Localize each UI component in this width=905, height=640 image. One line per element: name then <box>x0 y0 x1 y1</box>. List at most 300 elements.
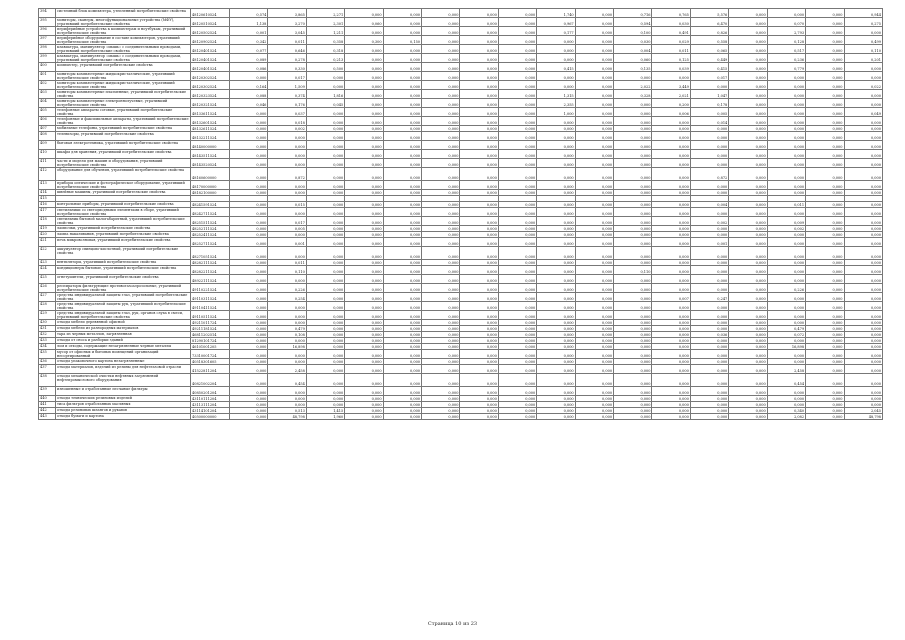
value-cell: 0,000 <box>498 302 536 311</box>
value-cell: 0,000 <box>806 260 844 266</box>
value-cell: 0,000 <box>652 159 690 168</box>
value-cell: 0,000 <box>422 275 460 284</box>
value-cell: 0,000 <box>498 208 536 217</box>
row-number: 425 <box>39 275 56 284</box>
value-cell: 0,000 <box>806 208 844 217</box>
waste-name: оборудование для обучения, утративший потребительские свойства <box>56 168 191 181</box>
value-cell: 0,000 <box>767 99 805 108</box>
value-cell: 0,000 <box>306 365 344 374</box>
value-cell: 48,798 <box>268 414 306 420</box>
row-number: 422 <box>39 247 56 260</box>
waste-code: 49110511524 <box>191 311 230 320</box>
value-cell: 0,000 <box>575 402 613 408</box>
value-cell: 0,000 <box>575 126 613 132</box>
value-cell: 0,000 <box>844 311 883 320</box>
value-cell: 0,000 <box>806 332 844 338</box>
value-cell: 0,000 <box>498 159 536 168</box>
value-cell: 0,001 <box>230 27 268 36</box>
value-cell: 0,000 <box>575 81 613 90</box>
value-cell: 0,000 <box>729 202 767 208</box>
value-cell: 0,000 <box>422 132 460 141</box>
value-cell: 0,000 <box>729 387 767 396</box>
value-cell: 0,000 <box>230 217 268 226</box>
value-cell: 0,011 <box>268 260 306 266</box>
value-cell: 0,000 <box>614 365 652 374</box>
row-number: 443 <box>39 414 56 420</box>
value-cell: 0,000 <box>729 9 767 18</box>
waste-name: мониторы, сканеры, многофункциональные устройства (МФУ), утративший потребительские свойства <box>56 18 191 27</box>
value-cell: 0,000 <box>806 402 844 408</box>
value-cell: 0,000 <box>844 90 883 99</box>
value-cell: 0,000 <box>345 99 383 108</box>
value-cell: 0,000 <box>345 260 383 266</box>
value-cell: 0,000 <box>806 181 844 190</box>
value-cell: 0,000 <box>537 275 575 284</box>
value-cell: 0,000 <box>690 132 728 141</box>
value-cell: 0,000 <box>844 126 883 132</box>
value-cell: 0,000 <box>614 159 652 168</box>
value-cell: 0,000 <box>268 232 306 238</box>
value-cell: 0,060 <box>614 54 652 63</box>
value-cell: 0,000 <box>614 226 652 232</box>
value-cell: 0,000 <box>614 238 652 247</box>
value-cell: 0,000 <box>383 332 421 338</box>
value-cell: 0,000 <box>690 141 728 150</box>
value-cell: 0,000 <box>537 374 575 387</box>
waste-code: 48241591524 <box>191 202 230 208</box>
value-cell: 0,000 <box>652 132 690 141</box>
row-number: 413 <box>39 181 56 190</box>
value-cell: 0,000 <box>806 238 844 247</box>
value-cell: 0,000 <box>345 27 383 36</box>
value-cell: 0,110 <box>614 266 652 275</box>
table-row <box>39 108 883 117</box>
value-cell: 0,000 <box>306 266 344 275</box>
value-cell: 0,000 <box>767 90 805 99</box>
waste-name: телевизоры, утративший потребительские свойства <box>56 132 191 141</box>
value-cell: 0,000 <box>422 208 460 217</box>
value-cell: 0,000 <box>498 108 536 117</box>
value-cell: 0,000 <box>498 238 536 247</box>
table-row <box>39 247 883 260</box>
value-cell: 2,458 <box>767 365 805 374</box>
value-cell: 0,000 <box>729 332 767 338</box>
value-cell: 0,000 <box>383 387 421 396</box>
waste-name: мониторы компьютерные жидкокристаллические, утративший потребительские свойства <box>56 81 191 90</box>
table-row <box>39 117 883 126</box>
row-number: 398 <box>39 45 56 54</box>
waste-name: вентиляторы, утративший потребительские свойства <box>56 260 191 266</box>
value-cell: 2,271 <box>306 9 344 18</box>
value-cell: 0,000 <box>652 168 690 181</box>
value-cell: 0,000 <box>460 302 498 311</box>
value-cell: 0,000 <box>844 72 883 81</box>
value-cell: 0,000 <box>537 150 575 159</box>
value-cell: 0,000 <box>383 108 421 117</box>
value-cell: 0,000 <box>498 326 536 332</box>
table-row <box>39 181 883 190</box>
table-row <box>39 36 883 45</box>
value-cell: 0,000 <box>230 117 268 126</box>
row-number: 396 <box>39 27 56 36</box>
value-cell: 0,000 <box>537 350 575 359</box>
value-cell: 0,001 <box>268 238 306 247</box>
value-cell: 0,000 <box>652 208 690 217</box>
row-number: 420 <box>39 232 56 238</box>
value-cell: 0,000 <box>306 238 344 247</box>
value-cell: 0,000 <box>383 190 421 196</box>
value-cell: 0,164 <box>230 81 268 90</box>
value-cell: 0,000 <box>460 190 498 196</box>
value-cell: 0,000 <box>729 402 767 408</box>
value-cell: 0,000 <box>345 374 383 387</box>
value-cell: 0,000 <box>345 338 383 344</box>
value-cell: 0,000 <box>422 126 460 132</box>
value-cell: 0,000 <box>537 202 575 208</box>
value-cell: 0,000 <box>230 181 268 190</box>
value-cell: 0,000 <box>460 150 498 159</box>
value-cell: 0,000 <box>383 338 421 344</box>
value-cell: 0,000 <box>575 350 613 359</box>
value-cell: 0,000 <box>575 396 613 402</box>
value-cell: 1,000 <box>537 108 575 117</box>
value-cell: 0,000 <box>345 117 383 126</box>
value-cell: 0,000 <box>306 374 344 387</box>
value-cell: 0,000 <box>460 320 498 326</box>
value-cell: 0,000 <box>729 320 767 326</box>
row-number: 409 <box>39 141 56 150</box>
value-cell: 0,000 <box>383 350 421 359</box>
value-cell: 0,000 <box>345 320 383 326</box>
value-cell: 0,000 <box>460 217 498 226</box>
value-cell: 0,000 <box>652 238 690 247</box>
value-cell: 0,000 <box>422 260 460 266</box>
value-cell: 0,000 <box>422 293 460 302</box>
value-cell: 0,000 <box>460 81 498 90</box>
row-number: 441 <box>39 402 56 408</box>
value-cell: 2,355 <box>537 99 575 108</box>
waste-name: лампочки, утративший потребительские свойства <box>56 226 191 232</box>
value-cell: 0,000 <box>537 226 575 232</box>
value-cell: 0,000 <box>306 117 344 126</box>
value-cell: 0,000 <box>383 226 421 232</box>
value-cell: 0,000 <box>498 226 536 232</box>
table-row <box>39 374 883 387</box>
value-cell: 0,000 <box>422 36 460 45</box>
value-cell: 0,000 <box>575 190 613 196</box>
value-cell: 0,000 <box>690 365 728 374</box>
waste-code: 46101001205 <box>191 344 230 350</box>
value-cell: 0,000 <box>306 293 344 302</box>
waste-code: 48120510524 <box>191 18 230 27</box>
value-cell: 0,000 <box>575 202 613 208</box>
value-cell: 0,000 <box>729 108 767 117</box>
value-cell: 0,030 <box>652 18 690 27</box>
value-cell: 0,000 <box>460 9 498 18</box>
value-cell: 0,000 <box>498 36 536 45</box>
value-cell: 0,000 <box>652 332 690 338</box>
value-cell: 0,000 <box>652 226 690 232</box>
value-cell: 0,574 <box>230 9 268 18</box>
value-cell: 0,000 <box>537 311 575 320</box>
table-body <box>39 9 883 420</box>
value-cell: 0,000 <box>806 45 844 54</box>
value-cell: 0,000 <box>422 326 460 332</box>
row-number: 410 <box>39 150 56 159</box>
value-cell: 0,000 <box>306 387 344 396</box>
value-cell: 0,000 <box>422 90 460 99</box>
waste-name: средства индивидуальной защиты глаз, рук, органов слуха в смеси, утративший потребительские свойства <box>56 311 191 320</box>
value-cell: 0,000 <box>306 284 344 293</box>
value-cell: 0,000 <box>690 284 728 293</box>
value-cell: 0,014 <box>690 117 728 126</box>
value-cell: 0,000 <box>422 350 460 359</box>
value-cell: 0,000 <box>268 208 306 217</box>
value-cell: 0,000 <box>345 54 383 63</box>
waste-name: периферийные устройства к компьютерам и ноутбукам, утративший потребительские свойства <box>56 27 191 36</box>
value-cell: 0,000 <box>383 414 421 420</box>
value-cell: 0,000 <box>690 275 728 284</box>
value-cell: 0,000 <box>575 365 613 374</box>
value-cell: 0,000 <box>844 247 883 260</box>
value-cell: 0,000 <box>345 402 383 408</box>
waste-code: 49110411524 <box>191 302 230 311</box>
waste-name: бытовая электротехника, утративший потребительские свойства <box>56 141 191 150</box>
value-cell: 0,000 <box>614 344 652 350</box>
value-cell: 0,000 <box>422 232 460 238</box>
value-cell: 0,000 <box>652 150 690 159</box>
table-row <box>39 54 883 63</box>
value-cell: 0,000 <box>575 266 613 275</box>
value-cell: 0,000 <box>614 350 652 359</box>
value-cell: 0,000 <box>460 396 498 402</box>
value-cell: 0,000 <box>844 302 883 311</box>
table-row <box>39 90 883 99</box>
value-cell: 0,000 <box>230 326 268 332</box>
value-cell: 0,594 <box>614 18 652 27</box>
value-cell: 0,039 <box>652 63 690 72</box>
table-row <box>39 208 883 217</box>
waste-code: 41522811204 <box>191 365 230 374</box>
value-cell: 0,000 <box>806 9 844 18</box>
row-number: 429 <box>39 311 56 320</box>
value-cell: 0,110 <box>844 45 883 54</box>
value-cell: 0,000 <box>422 332 460 338</box>
value-cell: 0,491 <box>652 27 690 36</box>
value-cell: 0,000 <box>614 332 652 338</box>
value-cell: 0,000 <box>383 260 421 266</box>
table-row <box>39 217 883 226</box>
value-cell: 0,000 <box>844 359 883 365</box>
value-cell: 0,000 <box>575 18 613 27</box>
value-cell: 0,000 <box>498 99 536 108</box>
value-cell: 0,000 <box>383 311 421 320</box>
value-cell: 0,000 <box>844 260 883 266</box>
value-cell: 0,000 <box>652 72 690 81</box>
value-cell: 0,000 <box>383 365 421 374</box>
value-cell: 0,000 <box>230 359 268 365</box>
value-cell: 0,000 <box>575 168 613 181</box>
value-cell: 0,000 <box>422 117 460 126</box>
value-cell: 0,000 <box>652 402 690 408</box>
value-cell: 0,000 <box>806 266 844 275</box>
value-cell: 0,011 <box>767 202 805 208</box>
value-cell: 0,000 <box>575 27 613 36</box>
row-number: 415 <box>39 196 56 202</box>
value-cell: 0,000 <box>460 332 498 338</box>
value-cell: 0,000 <box>537 81 575 90</box>
waste-name: швейные машины, утративший потребительские свойства <box>56 190 191 196</box>
value-cell: 0,000 <box>498 81 536 90</box>
value-cell: 0,000 <box>460 359 498 365</box>
value-cell: 0,000 <box>422 99 460 108</box>
value-cell: 0,000 <box>498 275 536 284</box>
waste-code: 48271051524 <box>191 247 230 260</box>
value-cell: 0,000 <box>383 396 421 402</box>
value-cell: 0,000 <box>422 320 460 326</box>
value-cell: 0,000 <box>345 332 383 338</box>
value-cell: 0,000 <box>806 126 844 132</box>
waste-code: 40850201204 <box>191 387 230 396</box>
value-cell: 0,000 <box>498 232 536 238</box>
value-cell: 0,000 <box>537 402 575 408</box>
value-cell: 0,000 <box>230 190 268 196</box>
value-cell: 0,000 <box>844 402 883 408</box>
value-cell: 0,000 <box>575 275 613 284</box>
value-cell: 0,000 <box>230 350 268 359</box>
value-cell: 0,000 <box>652 284 690 293</box>
value-cell: 0,000 <box>460 117 498 126</box>
value-cell: 0,000 <box>767 387 805 396</box>
value-cell: 0,000 <box>498 387 536 396</box>
value-cell: 0,000 <box>306 208 344 217</box>
value-cell: 0,000 <box>460 108 498 117</box>
value-cell: 0,000 <box>383 181 421 190</box>
value-cell: 0,000 <box>575 99 613 108</box>
value-cell: 0,015 <box>268 202 306 208</box>
value-cell: 0,000 <box>306 159 344 168</box>
value-cell: 0,000 <box>575 408 613 414</box>
waste-name: отходы упаковочного картона незагрязненные <box>56 359 191 365</box>
value-cell: 0,178 <box>690 99 728 108</box>
value-cell: 0,000 <box>230 311 268 320</box>
row-number: 416 <box>39 202 56 208</box>
value-cell: 0,000 <box>230 344 268 350</box>
value-cell: 0,000 <box>306 168 344 181</box>
value-cell: 3,270 <box>268 18 306 27</box>
value-cell: 0,000 <box>383 302 421 311</box>
value-cell: 0,000 <box>767 117 805 126</box>
value-cell: 0,000 <box>767 350 805 359</box>
value-cell: 0,000 <box>460 408 498 414</box>
value-cell: 0,000 <box>844 168 883 181</box>
waste-code: 48120401524 <box>191 63 230 72</box>
value-cell: 0,002 <box>767 226 805 232</box>
value-cell: 0,000 <box>652 217 690 226</box>
waste-code: 48120302524 <box>191 81 230 90</box>
value-cell: 0,000 <box>460 232 498 238</box>
value-cell: 0,944 <box>844 9 883 18</box>
value-cell: 0,045 <box>306 99 344 108</box>
table-row <box>39 63 883 72</box>
value-cell: 0,000 <box>729 181 767 190</box>
value-cell: 0,000 <box>422 9 460 18</box>
table-row <box>39 150 883 159</box>
value-cell: 0,000 <box>306 132 344 141</box>
value-cell: 0,000 <box>729 326 767 332</box>
value-cell: 0,000 <box>575 54 613 63</box>
value-cell: 0,000 <box>652 311 690 320</box>
waste-name: мониторы компьютерные плазменные, утративший потребительские свойства <box>56 90 191 99</box>
waste-code: 48120401524 <box>191 45 230 54</box>
waste-code: 48922111524 <box>191 275 230 284</box>
value-cell: 0,415 <box>537 63 575 72</box>
value-cell: 0,000 <box>729 36 767 45</box>
value-cell: 0,000 <box>575 302 613 311</box>
row-number: 407 <box>39 126 56 132</box>
value-cell: 0,000 <box>652 302 690 311</box>
value-cell: 0,000 <box>806 99 844 108</box>
waste-code: 48120401524 <box>191 54 230 63</box>
value-cell: 0,000 <box>345 63 383 72</box>
value-cell: 0,000 <box>690 150 728 159</box>
value-cell: 0,000 <box>844 238 883 247</box>
value-cell: 0,000 <box>575 45 613 54</box>
value-cell: 0,374 <box>268 90 306 99</box>
value-cell: 0,000 <box>767 150 805 159</box>
value-cell: 0,000 <box>498 284 536 293</box>
value-cell: 0,000 <box>422 45 460 54</box>
value-cell: 0,000 <box>230 408 268 414</box>
value-cell: 0,449 <box>690 54 728 63</box>
value-cell: 0,000 <box>537 266 575 275</box>
value-cell: 0,000 <box>460 159 498 168</box>
value-cell: 0,000 <box>614 217 652 226</box>
waste-name: приборы оптические и фотографическое оборудование, утративший потребительские свойства <box>56 181 191 190</box>
value-cell: 0,000 <box>422 387 460 396</box>
row-number: 395 <box>39 18 56 27</box>
value-cell: 0,000 <box>537 408 575 414</box>
value-cell: 0,000 <box>844 266 883 275</box>
value-cell: 0,000 <box>537 36 575 45</box>
value-cell: 0,000 <box>383 159 421 168</box>
value-cell: 0,000 <box>575 414 613 420</box>
waste-code: 81290101724 <box>191 338 230 344</box>
value-cell: 0,000 <box>498 402 536 408</box>
value-cell: 2,022 <box>614 81 652 90</box>
value-cell: 0,000 <box>422 217 460 226</box>
value-cell: 0,000 <box>306 226 344 232</box>
table-row <box>39 18 883 27</box>
value-cell: 0,000 <box>806 36 844 45</box>
value-cell: 0,000 <box>460 260 498 266</box>
value-cell: 0,000 <box>537 359 575 365</box>
value-cell: 0,000 <box>844 202 883 208</box>
value-cell: 0,000 <box>460 72 498 81</box>
value-cell: 0,000 <box>268 247 306 260</box>
value-cell: 0,000 <box>498 293 536 302</box>
value-cell: 0,000 <box>345 132 383 141</box>
value-cell: 1,315 <box>537 90 575 99</box>
row-number: 399 <box>39 54 56 63</box>
row-number: 440 <box>39 396 56 402</box>
table-row <box>39 350 883 359</box>
waste-code: 48282211524 <box>191 266 230 275</box>
value-cell: 0,000 <box>729 238 767 247</box>
table-row <box>39 414 883 420</box>
value-cell: 0,000 <box>268 150 306 159</box>
value-cell: 0,000 <box>767 266 805 275</box>
